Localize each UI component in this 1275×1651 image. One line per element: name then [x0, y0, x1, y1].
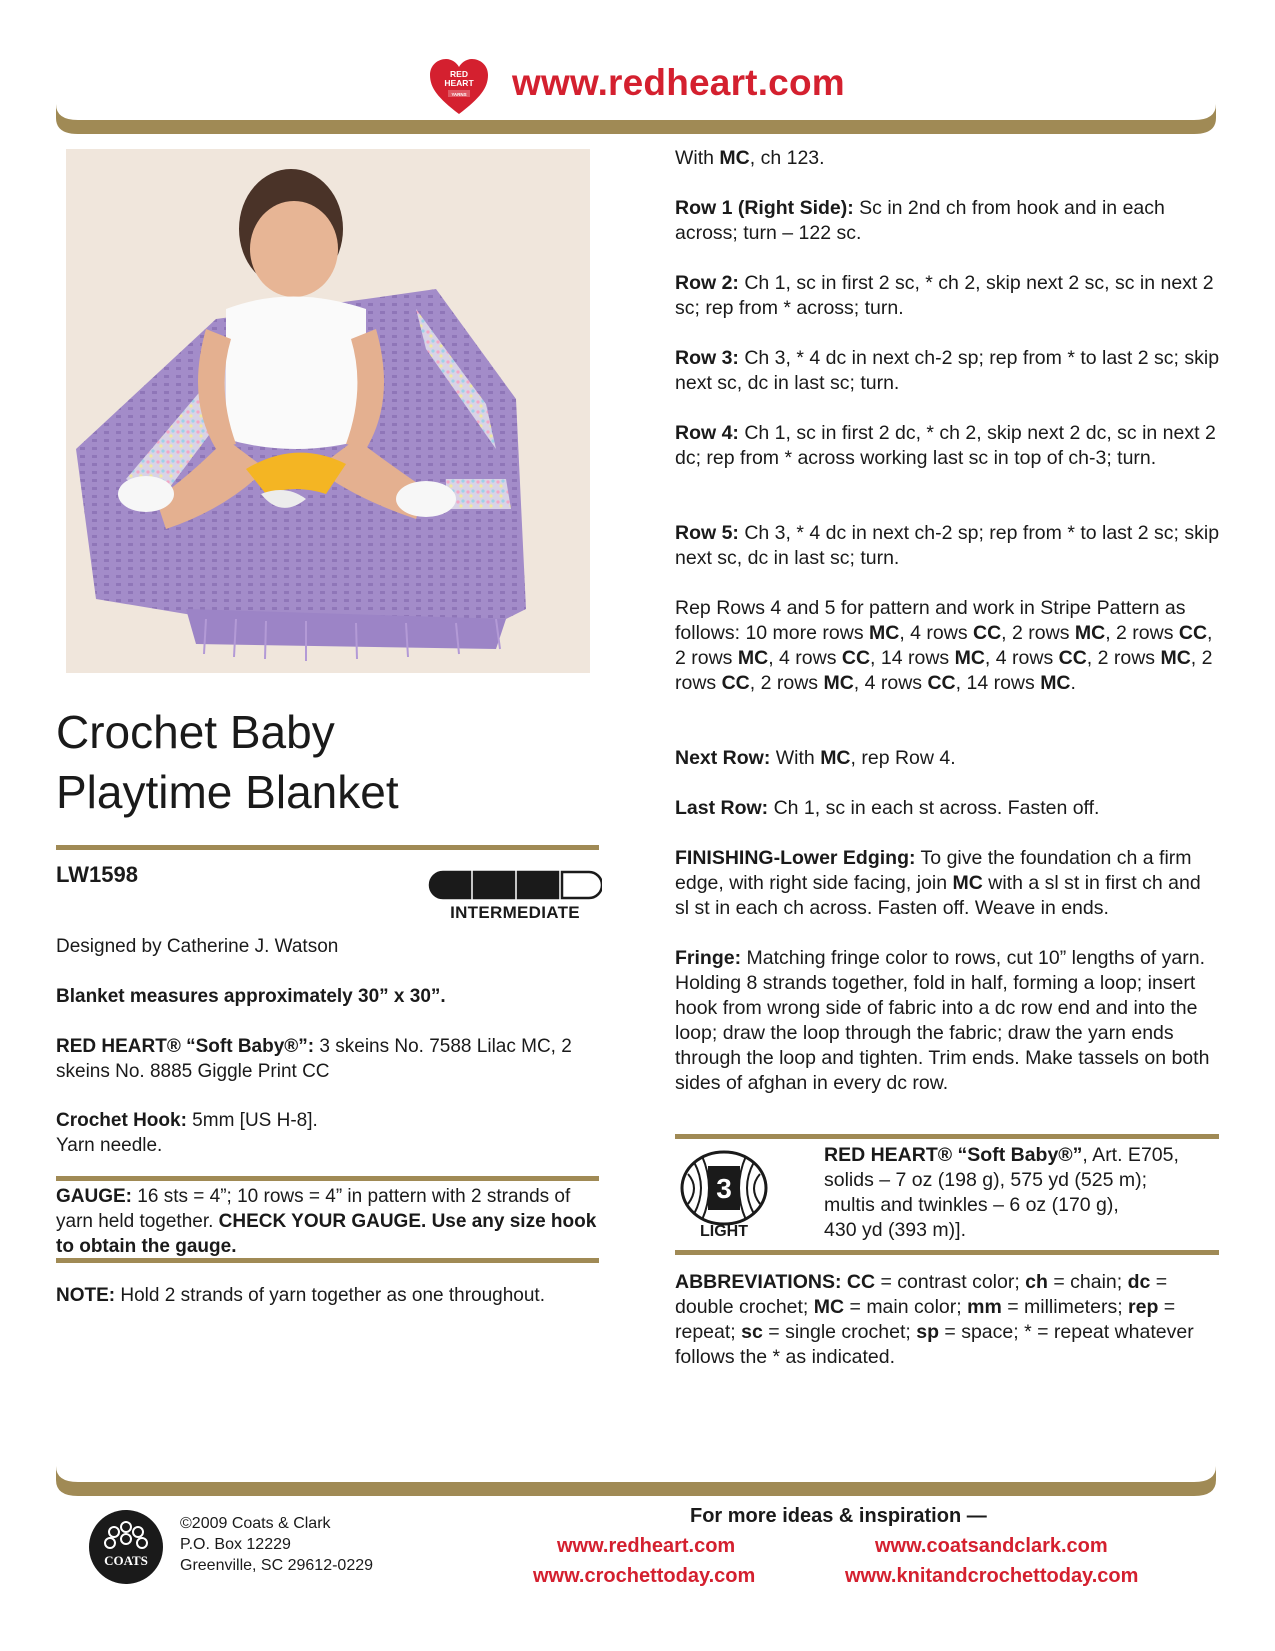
logo-word-red: RED	[450, 69, 468, 79]
text-run: , 2 rows	[749, 672, 824, 694]
title-line-2: Playtime Blanket	[56, 766, 399, 818]
logo-word-heart: HEART	[444, 78, 474, 88]
text-run: Rep Rows 4 and 5 for pattern and work in Stripe Pattern as follows: 10 more rows	[675, 597, 1186, 644]
yarn-info-multis: multis and twinkles – 6 oz (170 g),	[824, 1194, 1119, 1216]
text-run: , 2 rows	[675, 622, 1213, 669]
text-run: = double crochet;	[675, 1271, 1168, 1318]
text-run: = single crochet;	[762, 1321, 917, 1343]
text-run: = chain;	[1047, 1271, 1128, 1293]
text-run: = contrast color;	[875, 1271, 1026, 1293]
gauge-block	[56, 1184, 601, 1259]
row-4-text: Ch 1, sc in first 2 dc, * ch 2, skip next 2 dc, sc in next 2 dc; rep from * across working last sc in top of ch-3; turn.	[675, 422, 1216, 469]
fringe-label: Fringe:	[675, 947, 742, 969]
row-5	[675, 521, 1220, 571]
text-run: , 2 rows	[1086, 647, 1161, 669]
gauge-label: GAUGE:	[56, 1186, 132, 1207]
note-text: Hold 2 strands of yarn together as one throughout.	[115, 1285, 545, 1306]
text-run: .	[1070, 672, 1076, 694]
finishing-edging	[675, 846, 1220, 921]
row-2-label: Row 2:	[675, 272, 739, 294]
notions-text: Yarn needle.	[56, 1135, 163, 1156]
gauge-text: 16 sts = 4”; 10 rows = 4” in pattern with 2 strands of yarn held together.	[56, 1186, 571, 1232]
text-run: CC	[973, 622, 1002, 644]
text-run: mm	[967, 1296, 1002, 1318]
coats-word: COATS	[104, 1553, 148, 1568]
text-run: sp	[916, 1321, 939, 1343]
row-1-text: Sc in 2nd ch from hook and in each across; turn – 122 sc.	[675, 197, 1165, 244]
row-1-label: Row 1 (Right Side):	[675, 197, 854, 219]
pattern-title	[56, 702, 399, 822]
fringe-instructions	[675, 946, 1220, 1096]
text-run: MC	[823, 672, 854, 694]
note	[56, 1283, 616, 1308]
yarn-text: 3 skeins No. 7588 Lilac MC, 2 skeins No. 8885 Giggle Print CC	[56, 1036, 572, 1082]
yarn-label: RED HEART® “Soft Baby®”:	[56, 1036, 315, 1057]
foundation-chain	[675, 146, 1220, 171]
text-run: CC	[721, 672, 750, 694]
last-row	[675, 796, 1220, 821]
abbreviations	[675, 1270, 1220, 1370]
next-row-mc: MC	[820, 747, 851, 769]
divider	[56, 1258, 599, 1263]
row-5-label: Row 5:	[675, 522, 739, 544]
text-run: rep	[1128, 1296, 1159, 1318]
row-5-text: Ch 3, * 4 dc in next ch-2 sp; rep from * to last 2 sc; skip next sc, dc in last sc; turn.	[675, 522, 1220, 569]
hook-label: Crochet Hook:	[56, 1110, 187, 1131]
text-run: MC	[954, 647, 985, 669]
text-run: , 14 rows	[870, 647, 955, 669]
row-3	[675, 346, 1220, 396]
link-redheart[interactable]: www.redheart.com	[557, 1535, 736, 1557]
last-row-text: Ch 1, sc in each st across. Fasten off.	[768, 797, 1100, 819]
logo-word-yarns: YARNS	[451, 92, 467, 97]
next-row-pre: With	[770, 747, 821, 769]
header-url[interactable]: www.redheart.com	[512, 62, 845, 103]
finishing-label: FINISHING-Lower Edging:	[675, 847, 916, 869]
next-row-label: Next Row:	[675, 747, 771, 769]
header-gold-band	[56, 104, 1216, 136]
text-run: , 14 rows	[955, 672, 1041, 694]
skill-box-empty	[562, 872, 602, 898]
link-knitandcrochettoday[interactable]: www.knitandcrochettoday.com	[845, 1565, 1139, 1587]
start-mc: MC	[719, 147, 750, 169]
text-run: CC	[927, 672, 956, 694]
divider	[56, 845, 599, 850]
yarn-weight-number: 3	[716, 1173, 732, 1204]
yarn-info-solids: solids – 7 oz (198 g), 575 yd (525 m);	[824, 1169, 1147, 1191]
skill-box-filled	[474, 872, 514, 898]
text-run: , 4 rows	[984, 647, 1059, 669]
row-3-text: Ch 3, * 4 dc in next ch-2 sp; rep from * to last 2 sc; skip next sc, dc in last sc; turn.	[675, 347, 1220, 394]
row-2	[675, 271, 1220, 321]
yarn-info-label: RED HEART® “Soft Baby®”	[824, 1144, 1083, 1166]
text-run: , 2 rows	[1105, 622, 1179, 644]
po-box: P.O. Box 12229	[180, 1536, 291, 1553]
link-crochettoday[interactable]: www.crochettoday.com	[533, 1565, 756, 1587]
row-4	[675, 421, 1220, 471]
yarn-info-art: , Art. E705,	[1082, 1144, 1179, 1166]
skill-level-icon	[428, 870, 602, 900]
note-label: NOTE:	[56, 1285, 116, 1306]
footer-tagline: For more ideas & inspiration —	[690, 1505, 987, 1527]
blanket-photo	[66, 149, 590, 673]
text-run: = space; * = repeat whatever follows the * as indicated.	[675, 1321, 1194, 1368]
text-run: MC	[868, 622, 900, 644]
skill-box-filled	[518, 872, 558, 898]
title-line-1: Crochet Baby	[56, 706, 335, 758]
finishing-post: with a sl st in first ch and sl st in each ch across. Fasten off. Weave in ends.	[675, 872, 1201, 919]
text-run: = main color;	[844, 1296, 968, 1318]
designer-credit: Designed by Catherine J. Watson	[56, 936, 339, 957]
text-run: , 4 rows	[899, 622, 973, 644]
row-3-label: Row 3:	[675, 347, 739, 369]
start-pre: With	[675, 147, 720, 169]
row-4-label: Row 4:	[675, 422, 739, 444]
text-run: dc	[1127, 1271, 1151, 1293]
yarn-info-yardage: 430 yd (393 m)].	[824, 1219, 966, 1241]
text-run: = millimeters;	[1001, 1296, 1129, 1318]
row-1	[675, 196, 1220, 246]
text-run: ch	[1025, 1271, 1048, 1293]
last-row-label: Last Row:	[675, 797, 769, 819]
skill-level-label: INTERMEDIATE	[450, 903, 580, 922]
coats-logo-icon	[88, 1509, 164, 1585]
text-run: MC	[1040, 672, 1071, 694]
divider	[675, 1250, 1219, 1255]
yarn-weight-label: LIGHT	[700, 1223, 748, 1240]
text-run: , 2 rows	[675, 647, 1213, 694]
divider	[675, 1134, 1219, 1139]
text-run: CC	[1178, 622, 1208, 644]
city-line: Greenville, SC 29612-0229	[180, 1557, 374, 1574]
yarn-weight-icon	[680, 1148, 768, 1226]
finishing-pre: To give the foundation ch a firm edge, with right side facing, join	[675, 847, 1192, 894]
finishing-mc: MC	[952, 872, 983, 894]
divider	[56, 1176, 599, 1181]
text-run: CC	[1058, 647, 1087, 669]
text-run: MC	[1074, 622, 1106, 644]
link-coatsandclark[interactable]: www.coatsandclark.com	[875, 1535, 1108, 1557]
fringe-text: Matching fringe color to rows, cut 10” lengths of yarn. Holding 8 strands together, fold in half, forming a loop; insert hook from wrong side of fabric into a dc row end and into the loop; draw the loop through the fabric; draw the yarn ends through the loop and tighten. Trim ends. Make tassels on both sides of afghan in every dc row.	[675, 947, 1210, 1094]
row-2-text: Ch 1, sc in first 2 sc, * ch 2, skip next 2 sc, sc in next 2 sc; rep from * across; turn.	[675, 272, 1214, 319]
next-row-post: , rep Row 4.	[850, 747, 956, 769]
hook-text: 5mm [US H-8].	[186, 1110, 318, 1131]
text-run: sc	[741, 1321, 763, 1343]
text-run: ABBREVIATIONS: CC	[675, 1271, 876, 1293]
text-run: MC	[1160, 647, 1191, 669]
text-run: = repeat;	[675, 1296, 1176, 1343]
text-run: MC	[813, 1296, 845, 1318]
pattern-number: LW1598	[56, 862, 138, 887]
yarn-requirements	[56, 1034, 601, 1084]
start-post: , ch 123.	[749, 147, 825, 169]
footer-gold-band	[56, 1466, 1216, 1498]
hook-requirements	[56, 1108, 601, 1158]
next-row	[675, 746, 1220, 771]
text-run: CC	[841, 647, 871, 669]
text-run: MC	[737, 647, 769, 669]
publisher-address	[180, 1513, 373, 1576]
text-run: , 4 rows	[768, 647, 842, 669]
skill-box-filled	[430, 872, 470, 898]
text-run: , 4 rows	[853, 672, 928, 694]
copyright: ©2009 Coats & Clark	[180, 1515, 331, 1532]
yarn-info	[824, 1143, 1219, 1243]
text-run: , 2 rows	[1001, 622, 1075, 644]
stripe-pattern	[675, 596, 1220, 696]
gauge-warning: CHECK YOUR GAUGE. Use any size hook to obtain the gauge.	[56, 1211, 597, 1257]
finished-size: Blanket measures approximately 30” x 30”.	[56, 986, 446, 1007]
